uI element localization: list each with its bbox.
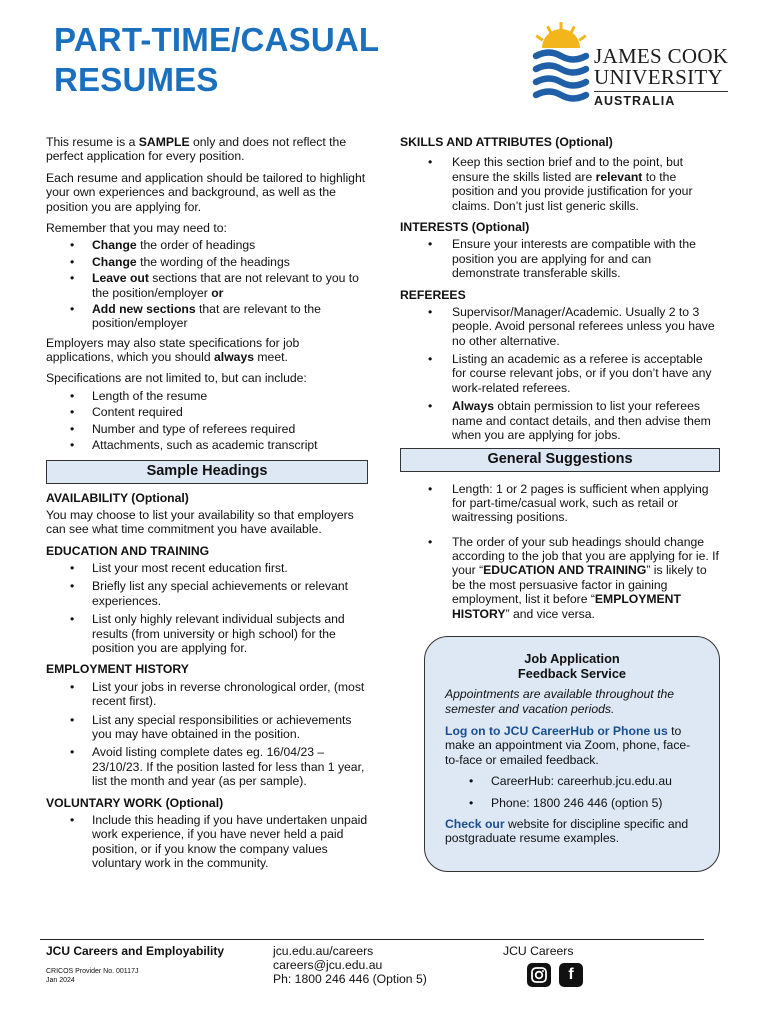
specs-text: Specifications are not limited to, but can include:: [46, 371, 307, 386]
feedback-service-box: [424, 636, 720, 872]
left-column: [46, 135, 368, 876]
list-item: • Change the wording of the headings: [46, 255, 368, 269]
interests-heading: INTERESTS (Optional): [400, 219, 530, 234]
availability-paragraph: You may choose to list your availability so that employers can see what time commitment you have available.: [46, 507, 354, 537]
feedback-check: Check our website for discipline specific and postgraduate resume examples.: [445, 816, 689, 846]
list-item: • Add new sections that are relevant to the position/employer: [46, 302, 368, 331]
footer-divider: [40, 939, 704, 940]
footer-social-label: JCU Careers: [503, 944, 574, 958]
list-item: • List your jobs in reverse chronological order, (most recent first).: [46, 680, 368, 709]
list-item: • Content required: [46, 405, 368, 419]
general-suggestions-bar: General Suggestions: [400, 448, 720, 471]
footer-meta: CRICOS Provider No. 00117J Jan 2024: [46, 968, 139, 984]
skills-heading: SKILLS AND ATTRIBUTES (Optional): [400, 135, 613, 149]
feedback-title: Job Application Feedback Service: [517, 651, 627, 682]
referees-heading: REFEREES: [400, 287, 466, 302]
education-heading: EDUCATION AND TRAINING: [46, 543, 210, 558]
list-item: • List any special responsibilities or achievements you may have obtained in the position.: [46, 713, 368, 742]
footer-email-link[interactable]: careers@jcu.edu.au: [273, 958, 383, 973]
footer-web-link[interactable]: jcu.edu.au/careers: [273, 944, 374, 958]
skills-list: [400, 155, 720, 213]
list-item: • Always obtain permission to list your referees name and contact details, and then advise them when you are applying for jobs.: [400, 399, 720, 442]
voluntary-list: [46, 813, 368, 871]
list-item: • Change the order of headings: [46, 238, 368, 252]
footer-phone: Ph: 1800 246 446 (Option 5): [273, 972, 427, 987]
sample-headings-bar: Sample Headings: [46, 460, 368, 483]
logo-wordmark: [594, 46, 728, 109]
instagram-icon[interactable]: [527, 963, 551, 987]
list-item: • Keep this section brief and to the point, but ensure the skills listed are relevant to the position and you provide justification for your claims. Don’t just list generic skills.: [400, 155, 720, 213]
voluntary-heading: VOLUNTARY WORK (Optional): [46, 795, 224, 810]
list-item: • Supervisor/Manager/Academic. Usually 2 to 3 people. Avoid personal referees unless you have no other alternative.: [400, 305, 720, 348]
right-column: [400, 135, 720, 626]
careerhub-link[interactable]: Log on to JCU CareerHub or Phone us: [445, 723, 668, 738]
logo-line-1: JAMES COOK: [594, 44, 729, 68]
social-icons: [527, 963, 583, 987]
availability-heading: AVAILABILITY (Optional): [46, 490, 189, 505]
logo-line-3: AUSTRALIA: [594, 91, 728, 109]
education-list: [46, 561, 368, 655]
logo-line-2: UNIVERSITY: [594, 65, 723, 89]
referees-list: [400, 305, 720, 443]
list-item: • Briefly list any special achievements or relevant experiences.: [46, 579, 368, 608]
list-item: • The order of your sub headings should change according to the job that you are applying for ie. If your “EDUCATION AND TRAINING” is likely to be the most persuasive factor in gaining employment, list it before “EMPLOYMENT HISTORY” and vice versa.: [400, 535, 720, 621]
employers-paragraph: Employers may also state specifications for job applications, which you should always meet.: [46, 335, 300, 365]
title-line-1: PART-TIME/CASUAL: [54, 21, 380, 58]
list-item: • Listing an academic as a referee is acceptable for course relevant jobs, or if you don’t have any work-related referees.: [400, 352, 720, 395]
interests-list: [400, 237, 720, 280]
general-list: [400, 482, 720, 622]
title-line-2: RESUMES: [54, 60, 219, 98]
feedback-contact-list: [445, 774, 699, 810]
page-title: [54, 20, 379, 99]
specs-list: [46, 389, 368, 453]
employment-list: [46, 680, 368, 789]
list-item: • Ensure your interests are compatible with the position you are applying for and can demonstrate transferable skills.: [400, 237, 720, 280]
feedback-logon: Log on to JCU CareerHub or Phone us to make an appointment via Zoom, phone, face-to-face or emailed feedback.: [445, 723, 691, 767]
intro-paragraph-1: This resume is a SAMPLE only and does not reflect the perfect application for every position.: [46, 135, 347, 164]
feedback-appointments: Appointments are available throughout the semester and vacation periods.: [445, 687, 675, 716]
list-item: • Avoid listing complete dates eg. 16/04/23 – 23/10/23. If the position lasted for less than 1 year, list the month and year (as per sample).: [46, 745, 368, 788]
list-item: • Include this heading if you have undertaken unpaid work experience, if you have never held a paid position, or if you know the company values voluntary work in the community.: [46, 813, 368, 871]
list-item: • Length: 1 or 2 pages is sufficient when applying for part-time/casual work, such as retail or waitressing positions.: [400, 482, 720, 525]
footer-org-name: JCU Careers and Employability: [46, 944, 225, 958]
list-item: • List only highly relevant individual subjects and results (from university or high school) for the position you are applying for.: [46, 612, 368, 655]
careerhub-url[interactable]: • CareerHub: careerhub.jcu.edu.au: [445, 774, 699, 788]
list-item: • Number and type of referees required: [46, 422, 368, 436]
jcu-logo: [532, 22, 742, 112]
intro-paragraph-2: Each resume and application should be tailored to highlight your own experiences and background, as well as the position you are applying for.: [46, 170, 366, 214]
list-item: • Length of the resume: [46, 389, 368, 403]
list-item: • Leave out sections that are not relevant to you to the position/employer or: [46, 271, 368, 300]
jcu-crest-icon: [532, 22, 590, 108]
employment-heading: EMPLOYMENT HISTORY: [46, 662, 189, 677]
remember-list: [46, 238, 368, 330]
list-item: • Attachments, such as academic transcript: [46, 438, 368, 452]
remember-text: Remember that you may need to:: [46, 220, 227, 235]
list-item: • List your most recent education first.: [46, 561, 368, 575]
footer-contacts: [273, 944, 427, 986]
facebook-icon[interactable]: f: [559, 963, 583, 987]
footer-org: [46, 944, 224, 985]
phone-number: • Phone: 1800 246 446 (option 5): [445, 796, 699, 810]
website-link[interactable]: Check our: [445, 816, 505, 831]
